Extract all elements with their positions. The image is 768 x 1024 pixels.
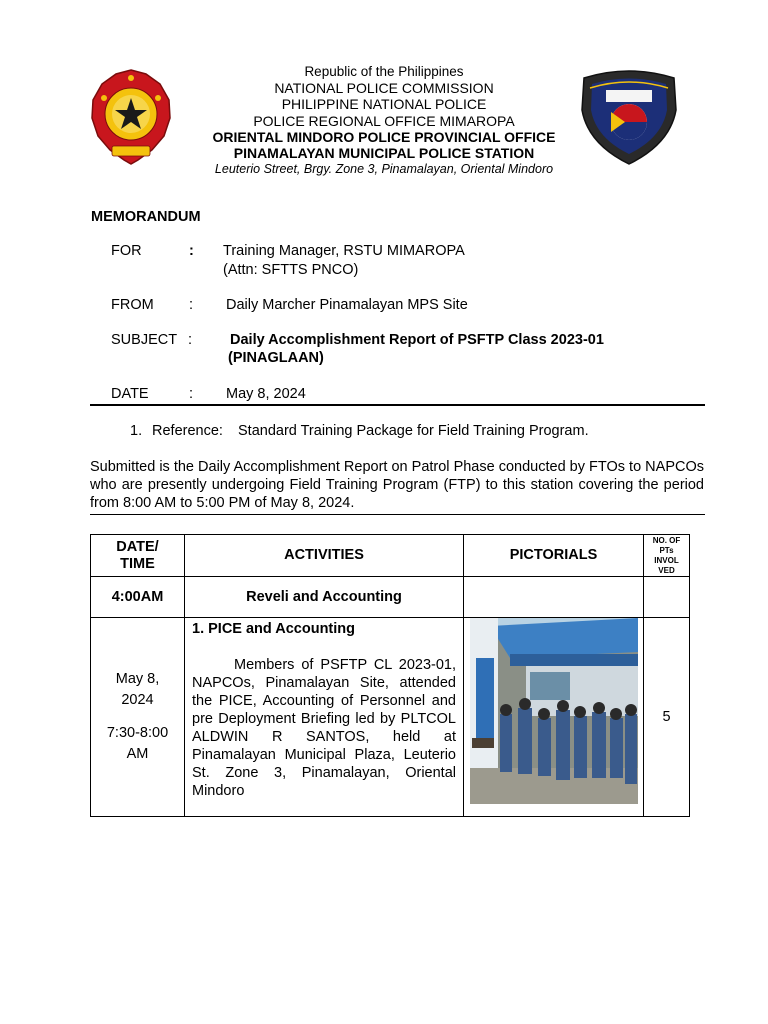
memo-subject-colon: : bbox=[188, 332, 193, 348]
header-count-4: VED bbox=[658, 565, 675, 575]
memo-date-colon: : bbox=[189, 386, 194, 402]
letterhead-pro: POLICE REGIONAL OFFICE MIMAROPA bbox=[253, 112, 515, 129]
table-header-row bbox=[91, 535, 690, 577]
reference-label: Reference: bbox=[152, 423, 223, 439]
row2-activity-body: Members of PSFTP CL 2023-01, NAPCOs, Pinamalayan Site, attended the PICE, Accounting of Personnel and pre Deployment Briefing led by PLTCOL ALDWIN R SANTOS, held at Pinamalayan Municipal Plaza, Leuterio St. Zone 3, Pinamalayan, Oriental Mindoro bbox=[192, 657, 456, 799]
pice-photo bbox=[470, 618, 638, 804]
row1-time: 4:00AM bbox=[91, 577, 185, 618]
memo-from-colon: : bbox=[189, 297, 194, 313]
memo-subject-label: SUBJECT bbox=[111, 332, 178, 348]
letterhead bbox=[0, 64, 768, 177]
memo-for-value: Training Manager, RSTU MIMAROPA bbox=[223, 243, 465, 259]
memo-subject-value: Daily Accomplishment Report of PSFTP Class 2023-01 bbox=[230, 332, 604, 348]
paragraph-divider bbox=[90, 514, 705, 515]
row2-count: 5 bbox=[644, 618, 690, 817]
header-pictorials: PICTORIALS bbox=[464, 535, 644, 577]
header-time-label: TIME bbox=[120, 555, 155, 572]
row1-activity: Reveli and Accounting bbox=[185, 577, 464, 618]
memo-from-value: Daily Marcher Pinamalayan MPS Site bbox=[226, 297, 468, 313]
header-pts-involved bbox=[644, 535, 690, 577]
table-row bbox=[91, 577, 690, 618]
memo-from-label: FROM bbox=[111, 297, 154, 313]
row2-date: May 8, bbox=[115, 671, 160, 687]
table-row bbox=[91, 618, 690, 817]
reference-text: Standard Training Package for Field Training Program. bbox=[238, 423, 589, 439]
row2-pictorial bbox=[464, 618, 644, 817]
memo-date-value: May 8, 2024 bbox=[226, 386, 306, 402]
letterhead-ppo: ORIENTAL MINDORO POLICE PROVINCIAL OFFICE bbox=[212, 128, 556, 145]
header-count-2: PTs bbox=[659, 545, 674, 555]
memo-for-colon: : bbox=[189, 243, 194, 259]
letterhead-address: Leuterio Street, Brgy. Zone 3, Pinamalayan, Oriental Mindoro bbox=[214, 162, 554, 177]
memo-divider bbox=[90, 404, 705, 406]
memo-date-label: DATE bbox=[111, 386, 149, 402]
row2-time: 7:30-8:00 bbox=[106, 725, 169, 741]
header-date-label: DATE/ bbox=[116, 538, 159, 555]
reference-number: 1. bbox=[130, 423, 143, 439]
memo-for-label: FOR bbox=[111, 243, 142, 259]
letterhead-republic: Republic of the Philippines bbox=[304, 64, 464, 79]
submission-paragraph: Submitted is the Daily Accomplishment Report on Patrol Phase conducted by FTOs to NAPCOs who are presently undergoing Field Training Program (FTP) to this station covering the period from 8:00 AM to 5:00 PM of May 8, 2024. bbox=[90, 459, 704, 511]
letterhead-pnp: PHILIPPINE NATIONAL POLICE bbox=[281, 96, 487, 113]
row1-pictorial bbox=[464, 577, 644, 618]
memo-title: MEMORANDUM bbox=[91, 209, 201, 225]
reference-line bbox=[130, 423, 589, 439]
header-count-3: INVOL bbox=[654, 555, 679, 565]
row2-activity bbox=[185, 618, 464, 817]
accomplishment-table bbox=[90, 534, 690, 817]
letterhead-napolcom: NATIONAL POLICE COMMISSION bbox=[274, 80, 494, 97]
header-activities: ACTIVITIES bbox=[185, 535, 464, 577]
memo-for-attn: (Attn: SFTTS PNCO) bbox=[223, 262, 359, 278]
row2-activity-title: 1. PICE and Accounting bbox=[192, 621, 356, 637]
row1-count bbox=[644, 577, 690, 618]
header-date-time bbox=[91, 535, 185, 577]
header-count-1: NO. OF bbox=[652, 535, 681, 545]
letterhead-mps: PINAMALAYAN MUNICIPAL POLICE STATION bbox=[233, 145, 535, 162]
row2-time-suffix: AM bbox=[126, 746, 149, 762]
memo-subject-value-2: (PINAGLAAN) bbox=[228, 350, 324, 366]
row2-date-time bbox=[91, 618, 185, 817]
row2-year: 2024 bbox=[121, 692, 154, 708]
